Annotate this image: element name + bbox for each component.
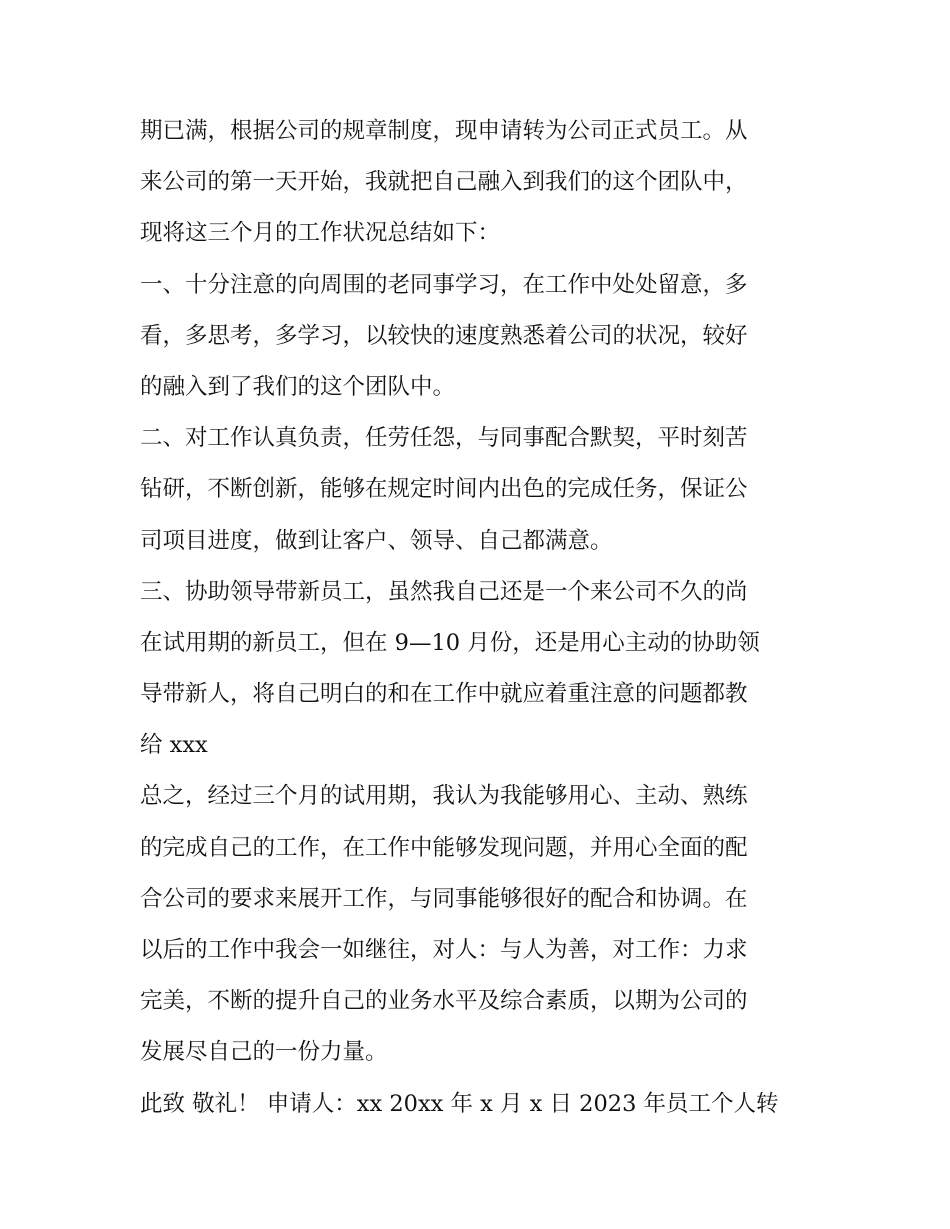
text-line: 看，多思考，多学习，以较快的速度熟悉着公司的状况，较好 [140, 322, 748, 349]
text-line: 给 xxx [140, 732, 208, 759]
text-line: 此致 敬礼！ 申请人：xx 20xx 年 x 月 x 日 2023 年员工个人转 [140, 1090, 779, 1117]
text-line: 期已满，根据公司的规章制度，现申请转为公司正式员工。从 [140, 118, 748, 144]
text-line: 发展尽自己的一份力量。 [140, 1039, 388, 1066]
text-line: 总之，经过三个月的试用期，我认为我能够用心、主动、熟练 [140, 783, 748, 810]
document-body [140, 106, 820, 1130]
text-line: 来公司的第一天开始，我就把自己融入到我们的这个团队中， [140, 169, 748, 196]
text-line: 合公司的要求来展开工作，与同事能够很好的配合和协调。在 [140, 885, 748, 912]
text-line: 完美，不断的提升自己的业务水平及综合素质，以期为公司的 [140, 988, 748, 1015]
text-line: 以后的工作中我会一如继往，对人：与人为善，对工作：力求 [140, 937, 748, 963]
text-line: 现将这三个月的工作状况总结如下： [140, 220, 501, 247]
text-line: 的融入到了我们的这个团队中。 [140, 373, 456, 400]
text-line: 导带新人，将自己明白的和在工作中就应着重注意的问题都教 [140, 681, 748, 708]
text-line: 的完成自己的工作，在工作中能够发现问题，并用心全面的配 [140, 834, 748, 861]
text-line: 钻研，不断创新，能够在规定时间内出色的完成任务，保证公 [140, 476, 748, 503]
text-line: 二、对工作认真负责，任劳任怨，与同事配合默契，平时刻苦 [140, 425, 748, 452]
text-line: 司项目进度，做到让客户、领导、自己都满意。 [140, 527, 613, 554]
text-line: 三、协助领导带新员工，虽然我自己还是一个来公司不久的尚 [140, 578, 748, 605]
text-line: 在试用期的新员工，但在 9—10 月份，还是用心主动的协助领 [140, 629, 760, 656]
text-line: 一、十分注意的向周围的老同事学习，在工作中处处留意，多 [140, 271, 748, 298]
